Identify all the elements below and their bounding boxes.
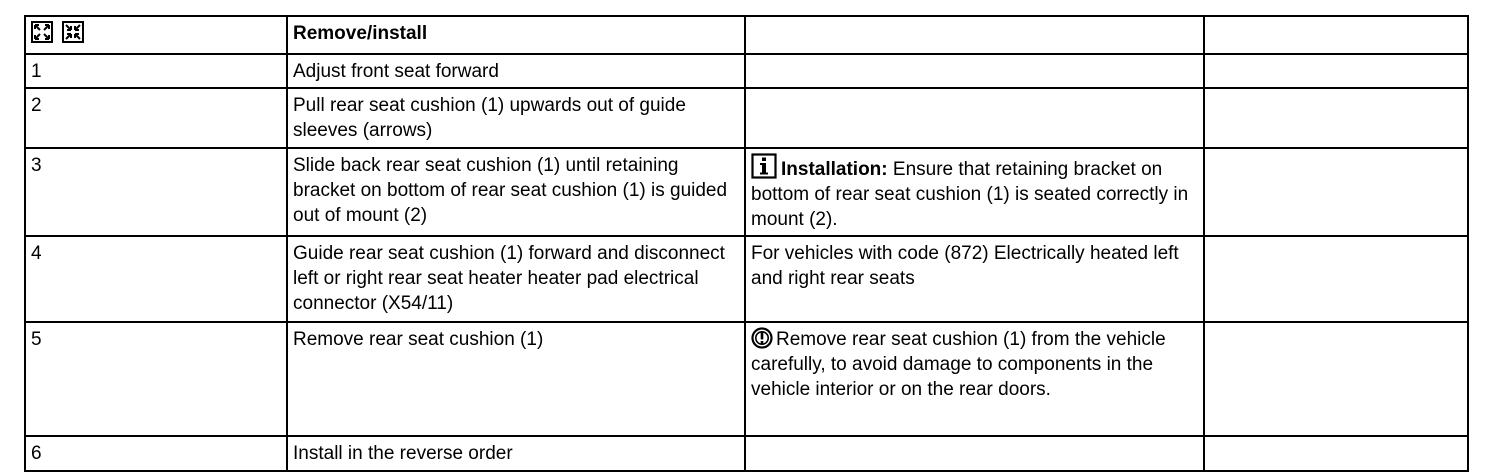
step-extra (1204, 322, 1468, 436)
header-col3 (745, 16, 1204, 54)
table-row (25, 236, 1468, 322)
table-row (25, 148, 1468, 236)
table-row (25, 54, 1468, 88)
step-number: 3 (25, 148, 287, 236)
install-icon (62, 21, 84, 43)
note-label: Installation: (781, 159, 888, 180)
info-icon (751, 153, 777, 179)
step-note: Ensure that retaining bracket on bottom of rear seat cushion (1) is seated correctly in mount (2). (751, 159, 1189, 230)
step-action: Pull rear seat cushion (1) upwards out of guide sleeves (arrows) (287, 88, 745, 148)
step-note-cell (745, 322, 1204, 436)
step-action: Guide rear seat cushion (1) forward and disconnect left or right rear seat heater heater pad electrical connector (X54/11) (287, 236, 745, 322)
step-note: For vehicles with code (872) Electrically heated left and right rear seats (745, 236, 1204, 322)
step-extra (1204, 436, 1468, 471)
step-extra (1204, 148, 1468, 236)
step-note-cell (745, 148, 1204, 236)
step-extra (1204, 88, 1468, 148)
step-action: Adjust front seat forward (287, 54, 745, 88)
step-extra (1204, 54, 1468, 88)
remove-icon (31, 21, 53, 43)
step-action: Remove rear seat cushion (1) (287, 322, 745, 436)
step-extra (1204, 236, 1468, 322)
table-row (25, 88, 1468, 148)
table-header-row (25, 16, 1468, 54)
step-number: 6 (25, 436, 287, 471)
caution-icon (751, 327, 773, 349)
step-number: 4 (25, 236, 287, 322)
step-action: Slide back rear seat cushion (1) until retaining bracket on bottom of rear seat cushion (1) is guided out of mount (2) (287, 148, 745, 236)
table-row (25, 436, 1468, 471)
header-title: Remove/install (287, 16, 745, 54)
header-col4 (1204, 16, 1468, 54)
table-row (25, 322, 1468, 436)
step-action: Install in the reverse order (287, 436, 745, 471)
step-note: Remove rear seat cushion (1) from the vehicle carefully, to avoid damage to components in the vehicle interior or on the rear doors. (751, 329, 1166, 400)
step-note (745, 88, 1204, 148)
step-number: 1 (25, 54, 287, 88)
step-number: 2 (25, 88, 287, 148)
header-icons-cell (25, 16, 287, 54)
procedure-table (24, 15, 1469, 472)
step-note (745, 436, 1204, 471)
step-number: 5 (25, 322, 287, 436)
step-note (745, 54, 1204, 88)
